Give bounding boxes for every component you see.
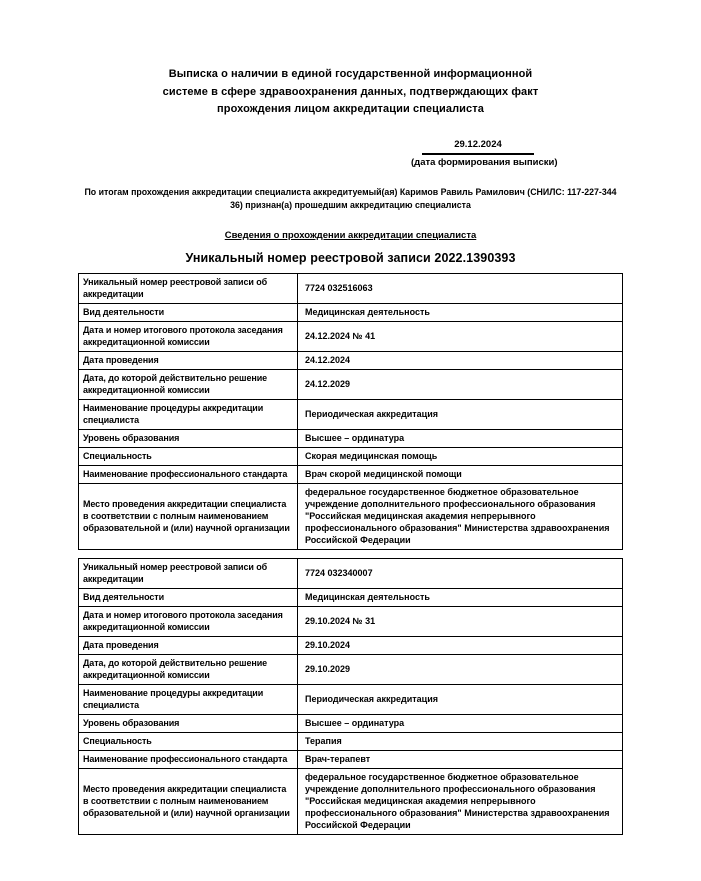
intro-paragraph: По итогам прохождения аккредитации специалиста аккредитуемый(ая) Каримов Равиль Рамилович (СНИЛС: 117-227-344 36) признан(а) прошедшим аккредитацию специалиста <box>84 186 617 210</box>
row-value: Высшее – ординатура <box>298 429 623 447</box>
row-label: Дата, до которой действительно решение аккредитационной комиссии <box>79 654 298 684</box>
row-label: Место проведения аккредитации специалиста в соответствии с полным наименованием образовательной и (или) научной организации <box>79 768 298 834</box>
row-value: Скорая медицинская помощь <box>298 447 623 465</box>
table-row <box>79 768 623 834</box>
row-label: Вид деятельности <box>79 303 298 321</box>
row-label: Наименование процедуры аккредитации специалиста <box>79 684 298 714</box>
row-value: Медицинская деятельность <box>298 588 623 606</box>
table-row <box>79 558 623 588</box>
row-label: Дата проведения <box>79 351 298 369</box>
row-value: Врач скорой медицинской помощи <box>298 465 623 483</box>
table-row <box>79 465 623 483</box>
row-label: Специальность <box>79 732 298 750</box>
row-label: Дата, до которой действительно решение аккредитационной комиссии <box>79 369 298 399</box>
title-line-1: Выписка о наличии в единой государственной информационной <box>168 68 533 80</box>
row-value: 7724 032516063 <box>298 273 623 303</box>
row-value: Периодическая аккредитация <box>298 684 623 714</box>
extract-date: 29.12.2024 <box>422 139 534 155</box>
row-value: Периодическая аккредитация <box>298 399 623 429</box>
table-row <box>79 447 623 465</box>
row-label: Уникальный номер реестровой записи об аккредитации <box>79 558 298 588</box>
row-label: Дата и номер итогового протокола заседания аккредитационной комиссии <box>79 606 298 636</box>
row-label: Уникальный номер реестровой записи об аккредитации <box>79 273 298 303</box>
table-row <box>79 429 623 447</box>
table-row <box>79 636 623 654</box>
accreditation-table-1 <box>78 273 623 550</box>
row-value: Высшее – ординатура <box>298 714 623 732</box>
table-row <box>79 321 623 351</box>
row-value: 7724 032340007 <box>298 558 623 588</box>
row-label: Наименование профессионального стандарта <box>79 750 298 768</box>
registry-number-heading: Уникальный номер реестровой записи 2022.1390393 <box>185 250 516 265</box>
table-row <box>79 351 623 369</box>
table-row <box>79 273 623 303</box>
extract-date-block <box>411 138 558 169</box>
title-line-3: прохождения лицом аккредитации специалиста <box>217 103 484 115</box>
table-row <box>79 684 623 714</box>
table-row <box>79 399 623 429</box>
table-row <box>79 654 623 684</box>
row-label: Уровень образования <box>79 429 298 447</box>
table-row <box>79 369 623 399</box>
extract-date-label: (дата формирования выписки) <box>411 156 558 168</box>
row-value: 29.10.2024 № 31 <box>298 606 623 636</box>
row-value: 29.10.2029 <box>298 654 623 684</box>
row-label: Наименование процедуры аккредитации специалиста <box>79 399 298 429</box>
row-value: 24.12.2024 <box>298 351 623 369</box>
table-row <box>79 732 623 750</box>
row-value: 24.12.2024 № 41 <box>298 321 623 351</box>
row-label: Наименование профессионального стандарта <box>79 465 298 483</box>
title-line-2: системе в сфере здравоохранения данных, подтверждающих факт <box>162 85 539 98</box>
row-value: 24.12.2029 <box>298 369 623 399</box>
section-heading: Сведения о прохождении аккредитации специалиста <box>224 229 477 241</box>
table-row <box>79 303 623 321</box>
row-value: 29.10.2024 <box>298 636 623 654</box>
row-label: Уровень образования <box>79 714 298 732</box>
row-label: Специальность <box>79 447 298 465</box>
table-row <box>79 714 623 732</box>
row-label: Вид деятельности <box>79 588 298 606</box>
table-row <box>79 588 623 606</box>
row-value: Терапия <box>298 732 623 750</box>
row-value: Медицинская деятельность <box>298 303 623 321</box>
accreditation-table-2 <box>78 558 623 835</box>
document-title <box>78 66 623 119</box>
row-label: Дата и номер итогового протокола заседания аккредитационной комиссии <box>79 321 298 351</box>
row-value: федеральное государственное бюджетное образовательное учреждение дополнительного профессионального образования "Российская медицинская академия непрерывного профессионального образования" Министерства здравоохранения Российской Федерации <box>298 483 623 549</box>
table-row <box>79 606 623 636</box>
row-value: Врач-терапевт <box>298 750 623 768</box>
row-value: федеральное государственное бюджетное образовательное учреждение дополнительного профессионального образования "Российская медицинская академия непрерывного профессионального образования" Министерства здравоохранения Российской Федерации <box>298 768 623 834</box>
table-row <box>79 483 623 549</box>
row-label: Дата проведения <box>79 636 298 654</box>
row-label: Место проведения аккредитации специалиста в соответствии с полным наименованием образовательной и (или) научной организации <box>79 483 298 549</box>
table-row <box>79 750 623 768</box>
